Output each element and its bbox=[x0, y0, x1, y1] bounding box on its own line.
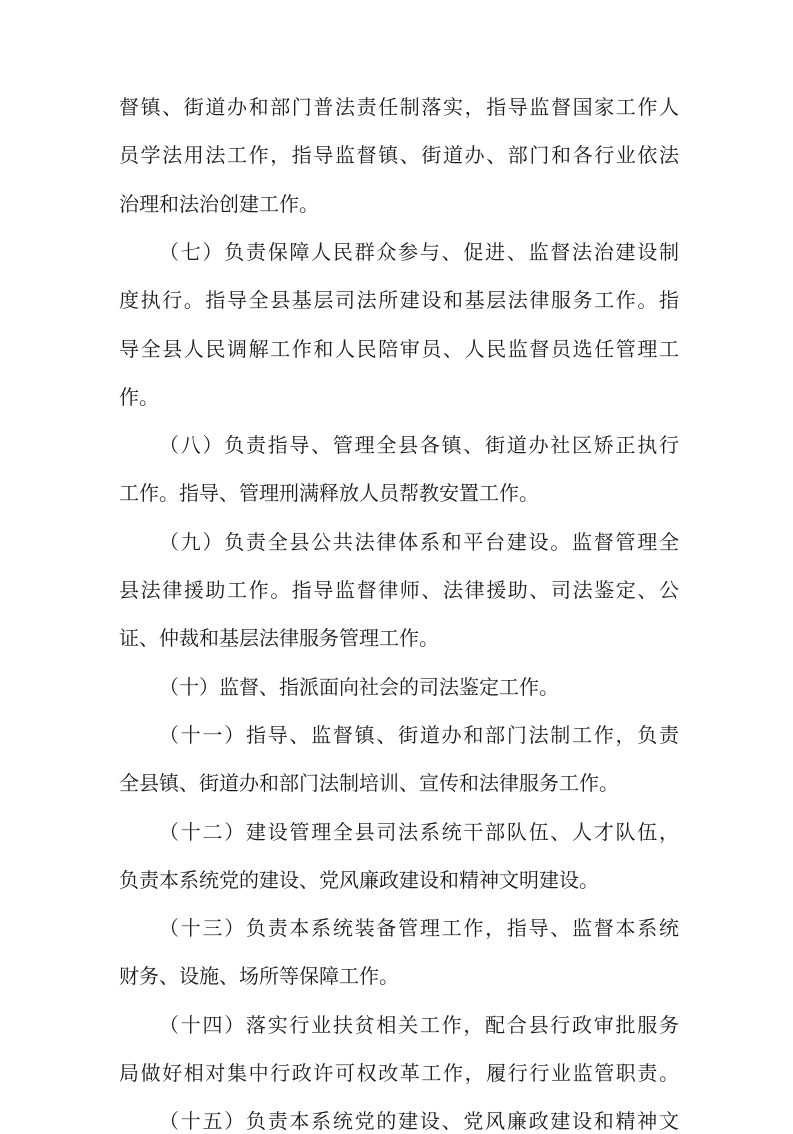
paragraph-first-line: （九）负责全县公共法律体系和平台建设。监督管理全 bbox=[159, 530, 679, 554]
paragraph-first-line: （十四）落实行业扶贫相关工作，配合县行政审批服务 bbox=[159, 1013, 679, 1037]
text-line: 度执行。指导全县基层司法所建设和基层法律服务工作。指 bbox=[119, 288, 679, 312]
paragraph-first-line: （十）监督、指派面向社会的司法鉴定工作。 bbox=[159, 675, 559, 699]
text-line: 负责本系统党的建设、党风廉政建设和精神文明建设。 bbox=[119, 868, 599, 892]
paragraph-first-line: （七）负责保障人民群众参与、促进、监督法治建设制 bbox=[159, 240, 679, 264]
paragraph-first-line: （十一）指导、监督镇、街道办和部门法制工作，负责 bbox=[159, 723, 679, 747]
text-line: 工作。指导、管理刑满释放人员帮教安置工作。 bbox=[119, 481, 539, 505]
text-line: 员学法用法工作，指导监督镇、街道办、部门和各行业依法 bbox=[119, 143, 679, 167]
text-line: 作。 bbox=[119, 385, 159, 409]
text-line: 督镇、街道办和部门普法责任制落实，指导监督国家工作人 bbox=[119, 95, 679, 119]
text-line: 县法律援助工作。指导监督律师、法律援助、司法鉴定、公 bbox=[119, 578, 679, 602]
text-line: 局做好相对集中行政许可权改革工作，履行行业监管职责。 bbox=[119, 1061, 679, 1085]
paragraph-first-line: （八）负责指导、管理全县各镇、街道办社区矫正执行 bbox=[159, 433, 679, 457]
text-line: 导全县人民调解工作和人民陪审员、人民监督员选任管理工 bbox=[119, 337, 679, 361]
text-line: 全县镇、街道办和部门法制培训、宣传和法律服务工作。 bbox=[119, 771, 619, 795]
text-line: 治理和法治创建工作。 bbox=[119, 192, 319, 216]
paragraph-first-line: （十五）负责本系统党的建设、党风廉政建设和精神文 bbox=[159, 1109, 679, 1133]
text-line: 证、仲裁和基层法律服务管理工作。 bbox=[119, 626, 439, 650]
paragraph-first-line: （十三）负责本系统装备管理工作，指导、监督本系统 bbox=[159, 916, 679, 940]
paragraph-first-line: （十二）建设管理全县司法系统干部队伍、人才队伍， bbox=[159, 820, 679, 844]
text-line: 财务、设施、场所等保障工作。 bbox=[119, 964, 399, 988]
